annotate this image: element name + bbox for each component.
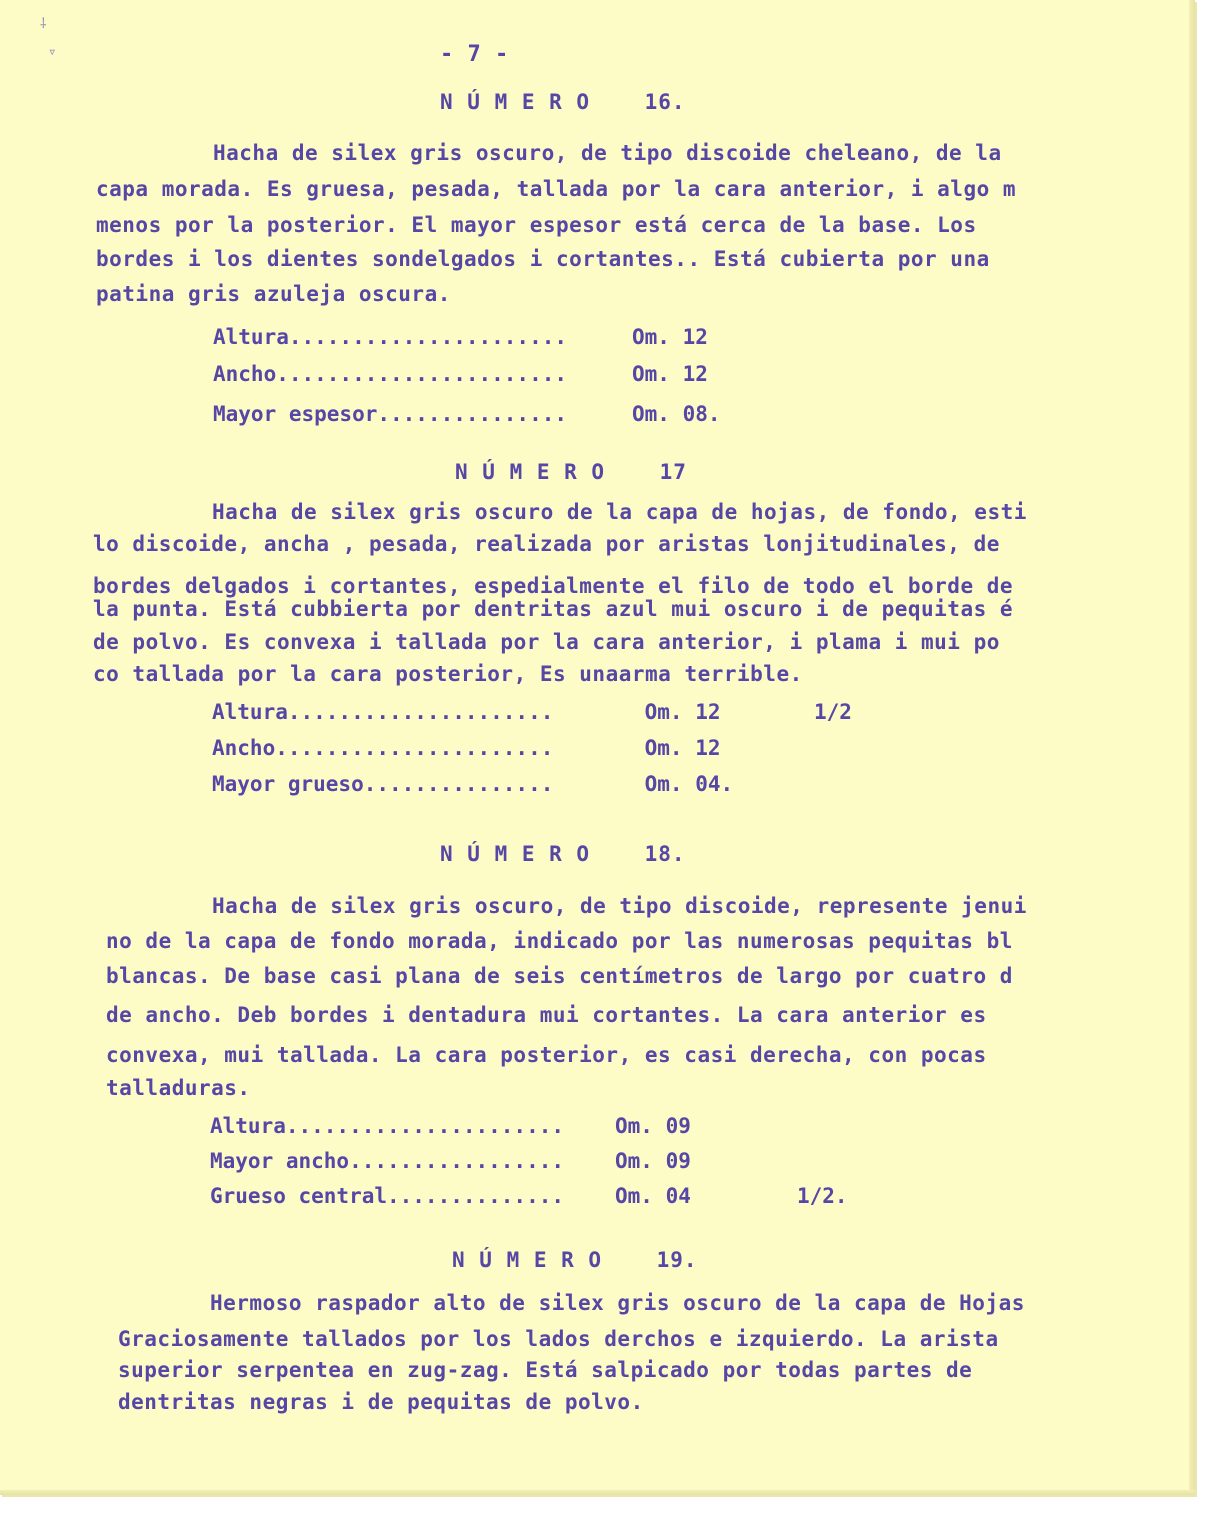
paragraph-line: blancas. De base casi plana de seis centímetros de largo por cuatro d	[106, 964, 1013, 988]
paragraph-line: de ancho. Deb bordes i dentadura mui cortantes. La cara anterior es	[106, 1003, 987, 1027]
paragraph-line: Graciosamente tallados por los lados derchos e izquierdo. La arista	[118, 1327, 999, 1351]
page-number: - 7 -	[440, 42, 509, 67]
measurement-value: Om. 04.	[632, 772, 734, 796]
margin-mark-icon: ⸸	[40, 16, 47, 32]
measurement-value: Om. 09	[615, 1149, 691, 1173]
measurement-label: Mayor grueso...............	[212, 772, 554, 796]
paragraph-line: de polvo. Es convexa i tallada por la cara anterior, i plama i mui po	[93, 630, 1000, 654]
entry-heading: N Ú M E R O 17	[455, 460, 687, 484]
measurement-value: Om. 12	[632, 325, 708, 349]
paragraph-line: menos por la posterior. El mayor espesor está cerca de la base. Los	[96, 213, 977, 237]
paragraph-line: Hacha de silex gris oscuro de la capa de hojas, de fondo, esti	[212, 500, 1027, 524]
measurement-label: Ancho......................	[212, 736, 554, 760]
paragraph-line: lo discoide, ancha , pesada, realizada por aristas lonjitudinales, de	[93, 532, 1000, 556]
measurement-label: Ancho.......................	[213, 362, 568, 386]
paragraph-line: bordes delgados i cortantes, espedialmente el filo de todo el borde de	[93, 574, 1014, 598]
entry-heading: N Ú M E R O 16.	[440, 90, 686, 114]
paragraph-line: la punta. Está cubbierta por dentritas azul mui oscuro i de pequitas é	[93, 597, 1014, 621]
page-edge-shadow-bottom	[0, 1490, 1195, 1495]
paragraph-line: no de la capa de fondo morada, indicado por las numerosas pequitas bl	[106, 929, 1013, 953]
entry-heading: N Ú M E R O 18.	[440, 842, 686, 866]
paragraph-line: superior serpentea en zug-zag. Está salpicado por todas partes de	[118, 1358, 973, 1382]
paragraph-line: Hacha de silex gris oscuro, de tipo discoide, represente jenui	[212, 894, 1027, 918]
measurement-value: Om. 04	[615, 1184, 691, 1208]
measurement-value: Om. 09	[615, 1114, 691, 1138]
measurement-label: Altura......................	[213, 325, 568, 349]
page-edge-shadow	[1189, 0, 1195, 1495]
measurement-value: Om. 12	[632, 736, 721, 760]
measurement-extra: 1/2	[814, 700, 852, 724]
paragraph-line: patina gris azuleja oscura.	[96, 282, 451, 306]
measurement-label: Altura.....................	[212, 700, 554, 724]
measurement-value: Om. 08.	[632, 402, 721, 426]
paragraph-line: capa morada. Es gruesa, pesada, tallada por la cara anterior, i algo m	[96, 177, 1017, 201]
paragraph-line: co tallada por la cara posterior, Es unaarma terrible.	[93, 662, 803, 686]
measurement-value: Om. 12	[632, 700, 721, 724]
paragraph-line: dentritas negras i de pequitas de polvo.	[118, 1390, 644, 1414]
measurement-label: Mayor espesor...............	[213, 402, 568, 426]
paragraph-line: Hacha de silex gris oscuro, de tipo discoide cheleano, de la	[213, 141, 1002, 165]
paragraph-line: talladuras.	[106, 1076, 251, 1100]
margin-mark-icon: ▿	[48, 44, 57, 60]
measurement-extra: 1/2.	[797, 1184, 848, 1208]
measurement-label: Altura......................	[210, 1114, 565, 1138]
measurement-value: Om. 12	[632, 362, 708, 386]
entry-heading: N Ú M E R O 19.	[452, 1248, 698, 1272]
measurement-label: Grueso central..............	[210, 1184, 565, 1208]
paragraph-line: convexa, mui tallada. La cara posterior, es casi derecha, con pocas	[106, 1043, 987, 1067]
paragraph-line: bordes i los dientes sondelgados i cortantes.. Está cubierta por una	[96, 247, 990, 271]
measurement-label: Mayor ancho.................	[210, 1149, 565, 1173]
paragraph-line: Hermoso raspador alto de silex gris oscuro de la capa de Hojas	[210, 1291, 1025, 1315]
